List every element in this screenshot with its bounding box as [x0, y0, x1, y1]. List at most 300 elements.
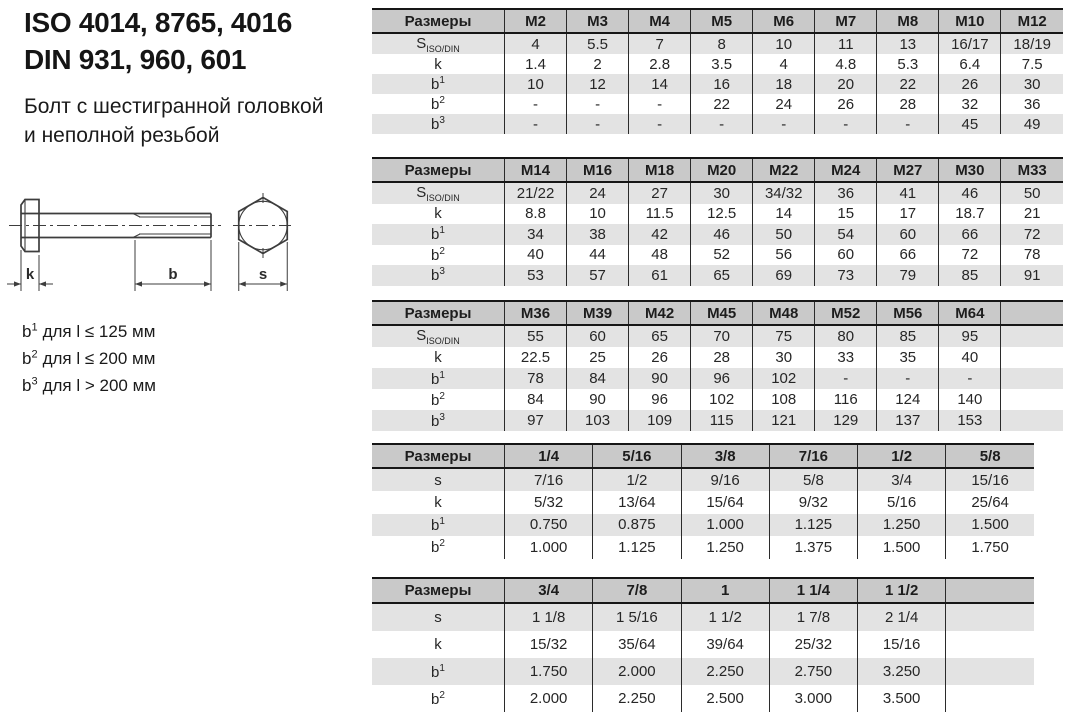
value-cell: 24 — [567, 182, 629, 204]
size-column-header: M20 — [691, 158, 753, 182]
value-cell: 80 — [815, 325, 877, 347]
size-column-header: 7/8 — [593, 578, 681, 603]
table-row-b1 — [372, 658, 1034, 685]
footnote-text: для l ≤ 125 мм — [42, 322, 156, 341]
table-row-k — [372, 204, 1063, 225]
table-header-row — [372, 578, 1034, 603]
size-column-header: M64 — [939, 301, 1001, 325]
size-column-header: M5 — [691, 9, 753, 33]
value-cell: 41 — [877, 182, 939, 204]
value-cell: 39/64 — [681, 631, 769, 658]
value-cell: - — [877, 114, 939, 134]
k-dimension — [7, 250, 53, 291]
row-label: $S_{ISO/DIN}$ — [372, 325, 505, 347]
value-cell: 10 — [505, 74, 567, 94]
value-cell: 18/19 — [1001, 33, 1063, 54]
value-cell — [946, 631, 1034, 658]
row-label: $b^2$ — [431, 390, 445, 409]
size-column-header — [946, 578, 1034, 603]
value-cell: 1.125 — [769, 514, 857, 536]
footnote-symbol: b — [22, 349, 32, 368]
table-row-k — [372, 54, 1063, 74]
footnote-sup: 3 — [31, 375, 38, 388]
value-cell: 15/16 — [858, 631, 946, 658]
value-cell: 78 — [1001, 245, 1063, 266]
table-row-b1 — [372, 74, 1063, 94]
value-cell: 4 — [505, 33, 567, 54]
size-column-header: M42 — [629, 301, 691, 325]
value-cell: 61 — [629, 265, 691, 286]
value-cell: 2.250 — [681, 658, 769, 685]
value-cell: 102 — [753, 368, 815, 389]
footnote-b1 — [22, 318, 156, 345]
sizes-header-cell: Размеры — [372, 158, 505, 182]
value-cell: 60 — [567, 325, 629, 347]
value-cell: 5/32 — [505, 491, 593, 513]
size-column-header: 1 1/2 — [858, 578, 946, 603]
table-row-b2 — [372, 245, 1063, 266]
footnotes — [22, 318, 156, 399]
value-cell: 26 — [815, 94, 877, 114]
value-cell: 36 — [815, 182, 877, 204]
value-cell: 2.000 — [593, 658, 681, 685]
size-column-header: M12 — [1001, 9, 1063, 33]
value-cell: 22 — [877, 74, 939, 94]
sizes-header-cell: Размеры — [372, 444, 505, 468]
value-cell: 28 — [877, 94, 939, 114]
size-column-header: M8 — [877, 9, 939, 33]
value-cell: 7 — [629, 33, 691, 54]
row-label: $b^1$ — [372, 74, 505, 94]
value-cell: 2.8 — [629, 54, 691, 74]
value-cell: 33 — [815, 347, 877, 368]
value-cell: 49 — [1001, 114, 1063, 134]
value-cell: 72 — [939, 245, 1001, 266]
inch-table-3-4-to-1-1-2 — [372, 577, 1034, 712]
footnote-symbol: b — [22, 322, 32, 341]
value-cell: 96 — [629, 389, 691, 410]
value-cell: 1.500 — [858, 536, 946, 558]
value-cell: 20 — [815, 74, 877, 94]
sizes-header-cell: Размеры — [372, 301, 505, 325]
value-cell: 3.250 — [858, 658, 946, 685]
value-cell — [946, 685, 1034, 712]
value-cell: 45 — [939, 114, 1001, 134]
value-cell: 52 — [691, 245, 753, 266]
value-cell: 40 — [505, 245, 567, 266]
value-cell: 10 — [753, 33, 815, 54]
value-cell: 60 — [815, 245, 877, 266]
size-column-header: 5/8 — [946, 444, 1034, 468]
footnote-b2 — [22, 345, 156, 372]
size-column-header: M45 — [691, 301, 753, 325]
value-cell: 108 — [753, 389, 815, 410]
value-cell: 5/16 — [858, 491, 946, 513]
value-cell: 60 — [877, 224, 939, 245]
value-cell: 1 7/8 — [769, 603, 857, 631]
table-row-s — [372, 325, 1063, 347]
value-cell: 13/64 — [593, 491, 681, 513]
table-header-row — [372, 444, 1034, 468]
size-column-header: 3/4 — [505, 578, 593, 603]
row-label: $b^3$ — [372, 410, 505, 431]
table-row-s — [372, 603, 1034, 631]
value-cell: - — [691, 114, 753, 134]
b-dimension — [135, 240, 211, 291]
value-cell: 115 — [691, 410, 753, 431]
value-cell: - — [567, 114, 629, 134]
value-cell: 15/16 — [946, 468, 1034, 491]
value-cell: 30 — [1001, 74, 1063, 94]
row-label: k — [434, 205, 442, 223]
value-cell: - — [567, 94, 629, 114]
value-cell: 90 — [567, 389, 629, 410]
value-cell: - — [815, 368, 877, 389]
value-cell: 38 — [567, 224, 629, 245]
value-cell: 57 — [567, 265, 629, 286]
value-cell — [1001, 368, 1063, 389]
size-column-header: M10 — [939, 9, 1001, 33]
size-column-header: 7/16 — [769, 444, 857, 468]
value-cell: 91 — [1001, 265, 1063, 286]
size-column-header: 1/2 — [858, 444, 946, 468]
value-cell: 124 — [877, 389, 939, 410]
value-cell: 84 — [567, 368, 629, 389]
size-column-header: M30 — [939, 158, 1001, 182]
value-cell: 18 — [753, 74, 815, 94]
value-cell: 1.250 — [858, 514, 946, 536]
row-label: $b^3$ — [372, 114, 505, 134]
size-column-header: M48 — [753, 301, 815, 325]
value-cell: 2.250 — [593, 685, 681, 712]
size-column-header: M18 — [629, 158, 691, 182]
value-cell: 140 — [939, 389, 1001, 410]
table-row-b1 — [372, 368, 1063, 389]
value-cell: 50 — [753, 224, 815, 245]
value-cell: - — [629, 114, 691, 134]
value-cell: 1.750 — [946, 536, 1034, 558]
value-cell: - — [939, 368, 1001, 389]
k-dimension-label: k — [25, 266, 35, 283]
value-cell: - — [505, 114, 567, 134]
value-cell: 11.5 — [629, 204, 691, 225]
value-cell: 5.5 — [567, 33, 629, 54]
table-row-b1 — [372, 224, 1063, 245]
value-cell: 66 — [939, 224, 1001, 245]
value-cell: 15 — [815, 204, 877, 225]
value-cell: 70 — [691, 325, 753, 347]
value-cell: 1 5/16 — [593, 603, 681, 631]
size-column-header: M27 — [877, 158, 939, 182]
value-cell: 14 — [753, 204, 815, 225]
value-cell: 121 — [753, 410, 815, 431]
value-cell: 3/4 — [858, 468, 946, 491]
size-column-header — [1001, 301, 1063, 325]
value-cell: 46 — [691, 224, 753, 245]
table-header-row — [372, 158, 1063, 182]
value-cell — [1001, 389, 1063, 410]
value-cell: 10 — [567, 204, 629, 225]
hex-end-view — [233, 193, 293, 258]
subtitle-line-1: Болт с шестигранной головкой — [24, 95, 324, 118]
row-label: $S_{ISO/DIN}$ — [372, 182, 505, 204]
value-cell: 65 — [629, 325, 691, 347]
value-cell: - — [753, 114, 815, 134]
row-label: k — [434, 636, 442, 653]
value-cell: 9/16 — [681, 468, 769, 491]
value-cell: 26 — [629, 347, 691, 368]
value-cell: 54 — [815, 224, 877, 245]
footnote-symbol: b — [22, 376, 32, 395]
value-cell: 5.3 — [877, 54, 939, 74]
value-cell: 46 — [939, 182, 1001, 204]
dimension-table — [372, 577, 1034, 712]
value-cell: 34/32 — [753, 182, 815, 204]
size-column-header: 1 — [681, 578, 769, 603]
value-cell: 97 — [505, 410, 567, 431]
b-dimension-label: b — [168, 266, 178, 283]
row-label: k — [434, 494, 442, 512]
value-cell: 1.125 — [593, 536, 681, 558]
table-row-s — [372, 182, 1063, 204]
row-label: k — [434, 349, 442, 366]
value-cell: 102 — [691, 389, 753, 410]
row-label: $b^2$ — [431, 689, 445, 708]
value-cell: 1.250 — [681, 536, 769, 558]
standards-title — [24, 4, 292, 78]
value-cell: 13 — [877, 33, 939, 54]
product-subtitle — [24, 92, 323, 150]
value-cell: 5/8 — [769, 468, 857, 491]
row-label: $b^2$ — [431, 95, 445, 113]
table-row-b2 — [372, 389, 1063, 410]
value-cell: 6.4 — [939, 54, 1001, 74]
row-label: $b^2$ — [431, 538, 445, 557]
value-cell: 109 — [629, 410, 691, 431]
size-column-header: M24 — [815, 158, 877, 182]
size-column-header: M14 — [505, 158, 567, 182]
value-cell: 12.5 — [691, 204, 753, 225]
metric-table-m36-m64 — [372, 300, 1063, 431]
metric-table-m14-m33 — [372, 157, 1063, 286]
row-label: s — [372, 468, 505, 491]
row-label: $b^2$ — [431, 245, 445, 264]
value-cell: - — [505, 94, 567, 114]
value-cell: 34 — [505, 224, 567, 245]
value-cell: 1.000 — [505, 536, 593, 558]
subtitle-line-2: и неполной резьбой — [24, 124, 220, 147]
value-cell — [1001, 347, 1063, 368]
value-cell: 90 — [629, 368, 691, 389]
dimension-table — [372, 300, 1063, 431]
size-column-header: M56 — [877, 301, 939, 325]
value-cell: - — [629, 94, 691, 114]
table-row-b3 — [372, 114, 1063, 134]
value-cell: 73 — [815, 265, 877, 286]
value-cell: 3.5 — [691, 54, 753, 74]
value-cell: 1.000 — [681, 514, 769, 536]
value-cell: 1.375 — [769, 536, 857, 558]
row-label: $b^1$ — [372, 368, 505, 389]
value-cell: 95 — [939, 325, 1001, 347]
footnote-b3 — [22, 372, 156, 399]
value-cell: 3.500 — [858, 685, 946, 712]
value-cell: 40 — [939, 347, 1001, 368]
value-cell: 2 — [567, 54, 629, 74]
row-label: $b^1$ — [372, 514, 505, 536]
value-cell: 42 — [629, 224, 691, 245]
row-label: $S_{ISO/DIN}$ — [372, 33, 505, 54]
table-row-b2 — [372, 536, 1034, 558]
value-cell: 79 — [877, 265, 939, 286]
value-cell: 84 — [505, 389, 567, 410]
value-cell: 16 — [691, 74, 753, 94]
value-cell: 25 — [567, 347, 629, 368]
value-cell: 48 — [629, 245, 691, 266]
value-cell: 4 — [753, 54, 815, 74]
value-cell: 2.000 — [505, 685, 593, 712]
size-column-header: 3/8 — [681, 444, 769, 468]
footnote-text: для l ≤ 200 мм — [42, 349, 156, 368]
footnote-sup: 2 — [31, 348, 38, 361]
value-cell: 56 — [753, 245, 815, 266]
size-column-header: M4 — [629, 9, 691, 33]
value-cell: 3.000 — [769, 685, 857, 712]
value-cell: 24 — [753, 94, 815, 114]
size-column-header: M52 — [815, 301, 877, 325]
value-cell: 1 1/2 — [681, 603, 769, 631]
value-cell: - — [877, 368, 939, 389]
value-cell: 96 — [691, 368, 753, 389]
value-cell — [1001, 410, 1063, 431]
dimension-table — [372, 443, 1034, 559]
sizes-header-cell: Размеры — [372, 578, 505, 603]
value-cell: 27 — [629, 182, 691, 204]
value-cell: 11 — [815, 33, 877, 54]
table-row-k — [372, 347, 1063, 368]
row-label: $b^1$ — [372, 224, 505, 245]
value-cell: 2.500 — [681, 685, 769, 712]
value-cell: 66 — [877, 245, 939, 266]
value-cell: 85 — [877, 325, 939, 347]
footnote-sup: 1 — [31, 321, 38, 334]
row-label: s — [372, 603, 505, 631]
inch-table-1-4-to-5-8 — [372, 443, 1034, 559]
value-cell: 25/32 — [769, 631, 857, 658]
value-cell: 1.4 — [505, 54, 567, 74]
dimension-table — [372, 8, 1063, 134]
value-cell: 137 — [877, 410, 939, 431]
value-cell: 36 — [1001, 94, 1063, 114]
value-cell: 35 — [877, 347, 939, 368]
value-cell: 30 — [691, 182, 753, 204]
value-cell: 4.8 — [815, 54, 877, 74]
value-cell — [946, 603, 1034, 631]
size-column-header: M39 — [567, 301, 629, 325]
value-cell: 65 — [691, 265, 753, 286]
value-cell: 18.7 — [939, 204, 1001, 225]
table-row-b1 — [372, 514, 1034, 536]
value-cell: 17 — [877, 204, 939, 225]
value-cell: 2 1/4 — [858, 603, 946, 631]
size-column-header: M3 — [567, 9, 629, 33]
size-column-header: M36 — [505, 301, 567, 325]
value-cell — [1001, 325, 1063, 347]
size-column-header: 5/16 — [593, 444, 681, 468]
sizes-header-cell: Размеры — [372, 9, 505, 33]
value-cell: 35/64 — [593, 631, 681, 658]
value-cell: 7/16 — [505, 468, 593, 491]
value-cell: 53 — [505, 265, 567, 286]
value-cell: 26 — [939, 74, 1001, 94]
value-cell: 153 — [939, 410, 1001, 431]
table-header-row — [372, 9, 1063, 33]
value-cell: 15/32 — [505, 631, 593, 658]
table-row-b3 — [372, 265, 1063, 286]
value-cell: 116 — [815, 389, 877, 410]
value-cell: 22.5 — [505, 347, 567, 368]
value-cell: 21/22 — [505, 182, 567, 204]
value-cell: 8 — [691, 33, 753, 54]
table-row-s — [372, 33, 1063, 54]
value-cell: 1.750 — [505, 658, 593, 685]
value-cell: 25/64 — [946, 491, 1034, 513]
value-cell: 21 — [1001, 204, 1063, 225]
row-label: $b^3$ — [372, 265, 505, 286]
row-label: $b^1$ — [372, 658, 505, 685]
value-cell: 50 — [1001, 182, 1063, 204]
value-cell: 15/64 — [681, 491, 769, 513]
value-cell: 30 — [753, 347, 815, 368]
value-cell: 75 — [753, 325, 815, 347]
value-cell: 8.8 — [505, 204, 567, 225]
s-dimension-label: s — [258, 266, 268, 283]
table-row-b3 — [372, 410, 1063, 431]
value-cell: 72 — [1001, 224, 1063, 245]
value-cell: 14 — [629, 74, 691, 94]
value-cell: 129 — [815, 410, 877, 431]
size-column-header: M22 — [753, 158, 815, 182]
metric-table-m2-m12 — [372, 8, 1063, 134]
value-cell: 12 — [567, 74, 629, 94]
size-column-header: M7 — [815, 9, 877, 33]
iso-standards-line: ISO 4014, 8765, 4016 — [24, 7, 292, 38]
value-cell — [946, 658, 1034, 685]
value-cell: 55 — [505, 325, 567, 347]
value-cell: 44 — [567, 245, 629, 266]
value-cell: 7.5 — [1001, 54, 1063, 74]
value-cell: 16/17 — [939, 33, 1001, 54]
table-row-b2 — [372, 94, 1063, 114]
row-label: k — [434, 55, 442, 73]
din-standards-line: DIN 931, 960, 601 — [24, 44, 247, 75]
value-cell: 0.875 — [593, 514, 681, 536]
value-cell: 0.750 — [505, 514, 593, 536]
table-header-row — [372, 301, 1063, 325]
value-cell: 78 — [505, 368, 567, 389]
bolt-technical-drawing — [6, 192, 306, 312]
footnote-text: для l > 200 мм — [42, 376, 156, 395]
size-column-header: 1 1/4 — [769, 578, 857, 603]
size-column-header: M6 — [753, 9, 815, 33]
size-column-header: 1/4 — [505, 444, 593, 468]
table-row-k — [372, 631, 1034, 658]
value-cell: 1.500 — [946, 514, 1034, 536]
value-cell: 22 — [691, 94, 753, 114]
value-cell: 1 1/8 — [505, 603, 593, 631]
table-row-b2 — [372, 685, 1034, 712]
dimension-table — [372, 157, 1063, 286]
